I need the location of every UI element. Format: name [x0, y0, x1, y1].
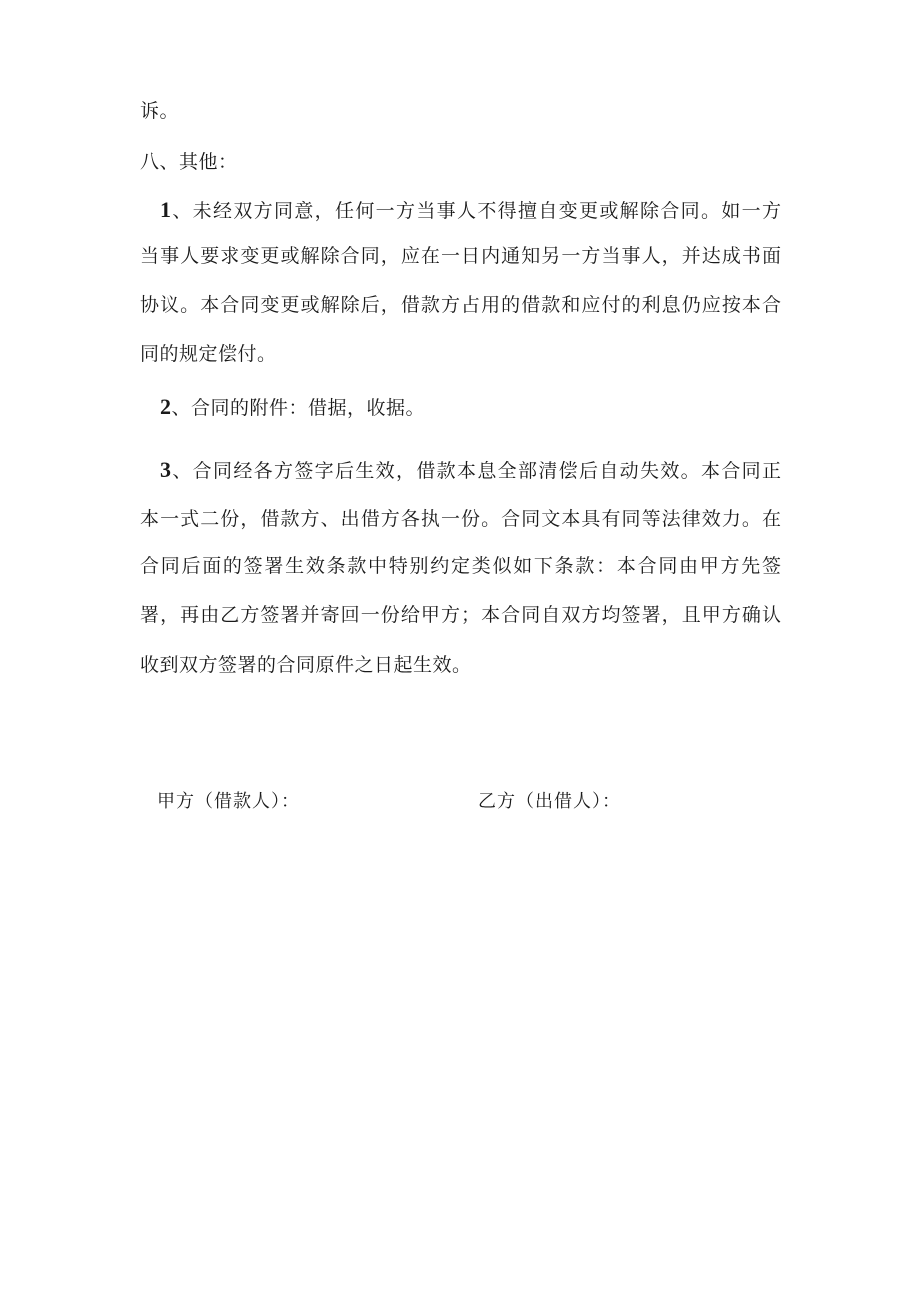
clause2-text: 、合同的附件：借据，收据。 — [171, 397, 426, 419]
clause3-line-4: 署，再由乙方签署并寄回一份给甲方；本合同自双方均签署，且甲方确认 — [140, 604, 781, 626]
clause3-line-1-text: 、合同经各方签字后生效，借款本息全部清偿后自动失效。本合同正 — [171, 460, 781, 482]
clause1-line-1-text: 、未经双方同意，任何一方当事人不得擅自变更或解除合同。如一方 — [171, 200, 781, 222]
clause1-line-3: 协议。本合同变更或解除后，借款方占用的借款和应付的利息仍应按本合 — [140, 294, 781, 316]
clause1-number: 1 — [160, 197, 171, 222]
section-heading: 八、其他： — [140, 151, 238, 173]
clause3-line-5: 收到双方签署的合同原件之日起生效。 — [140, 654, 472, 676]
clause3-line-1 — [140, 458, 781, 483]
clause1-line-1 — [140, 198, 781, 223]
clause3-line-2: 本一式二份，借款方、出借方各执一份。合同文本具有同等法律效力。在 — [140, 508, 781, 530]
clause2-number: 2 — [160, 394, 172, 419]
clause1-line-2: 当事人要求变更或解除合同，应在一日内通知另一方当事人，并达成书面 — [140, 245, 781, 267]
clause3-line-3: 合同后面的签署生效条款中特别约定类似如下条款：本合同由甲方先签 — [140, 555, 781, 577]
clause2-line — [140, 395, 425, 420]
party-a-signature-label: 甲方（借款人）： — [157, 791, 300, 812]
party-b-signature-label: 乙方（出借人）： — [478, 791, 621, 812]
clause3-number: 3 — [160, 457, 171, 482]
clause1-line-4: 同的规定偿付。 — [140, 343, 277, 365]
continuation-line: 诉。 — [140, 100, 180, 122]
